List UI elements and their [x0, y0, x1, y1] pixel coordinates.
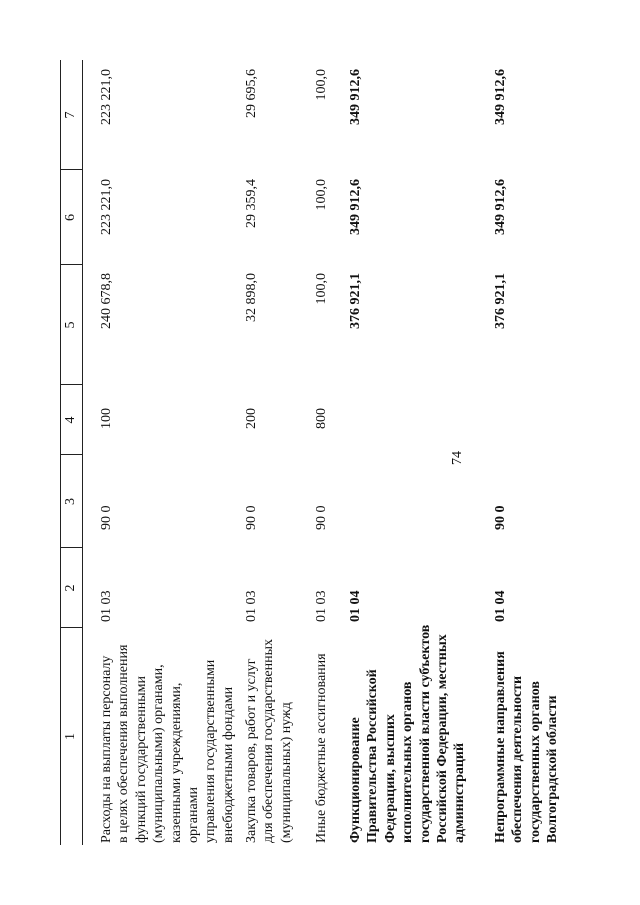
- row-name: Расходы на выплаты персоналу в целях обеспечения выполнения функций государственными (муниципальными) органами, казенными учреждениями, органами управления государственными внебюджетными фондами: [99, 644, 236, 843]
- amount-col-7: 349 912,6: [493, 69, 508, 125]
- amount-col-5: 100,0: [314, 273, 329, 305]
- section-code: 01 03: [244, 590, 259, 622]
- expense-type: 200: [244, 408, 259, 429]
- header-col-4: 4: [63, 416, 78, 424]
- amount-col-7: 100,0: [314, 69, 329, 101]
- section-code: 01 03: [99, 590, 114, 622]
- header-col-1: 1: [63, 733, 78, 740]
- amount-col-7: 349 912,6: [348, 69, 363, 125]
- amount-col-6: 349 912,6: [348, 179, 363, 235]
- header-col-5: 5: [63, 321, 78, 329]
- expense-type: 100: [99, 408, 114, 429]
- amount-col-7: 29 695,6: [244, 69, 259, 118]
- amount-col-6: 100,0: [314, 179, 329, 211]
- amount-col-5: 376 921,1: [348, 273, 363, 329]
- target-code: 90 0: [493, 505, 508, 530]
- row-name: Иные бюджетные ассигнования: [314, 653, 329, 843]
- amount-col-6: 29 359,4: [244, 179, 259, 228]
- amount-col-6: 223 221,0: [99, 179, 114, 235]
- header-col-7: 7: [63, 111, 78, 119]
- header-col-6: 6: [63, 214, 78, 221]
- section-code: 01 03: [314, 590, 329, 622]
- amount-col-6: 349 912,6: [493, 179, 508, 235]
- target-code: 90 0: [314, 505, 329, 530]
- page-number: 74: [450, 451, 465, 465]
- row-name: Непрограммные направления обеспечения деятельности государственных органов Волгоградской области: [493, 651, 561, 843]
- header-col-2: 2: [63, 584, 78, 592]
- expense-type: 800: [314, 408, 329, 429]
- target-code: 90 0: [244, 505, 259, 530]
- row-name: Функционирование Правительства Российской Федерации, высших исполнительных органов государственной власти субъектов Российской Федерации, местных администраций: [348, 624, 468, 843]
- header-col-3: 3: [63, 498, 78, 505]
- amount-col-5: 240 678,8: [99, 273, 114, 329]
- section-code: 01 04: [493, 590, 508, 622]
- header-bottom-border: [82, 60, 83, 845]
- target-code: 90 0: [99, 505, 114, 530]
- row-name: Закупка товаров, работ и услуг для обеспечения государственных (муниципальных) нужд: [244, 639, 294, 843]
- amount-col-7: 223 221,0: [99, 69, 114, 125]
- section-code: 01 04: [348, 590, 363, 622]
- amount-col-5: 32 898,0: [244, 273, 259, 322]
- table-top-border: [60, 60, 61, 845]
- amount-col-5: 376 921,1: [493, 273, 508, 329]
